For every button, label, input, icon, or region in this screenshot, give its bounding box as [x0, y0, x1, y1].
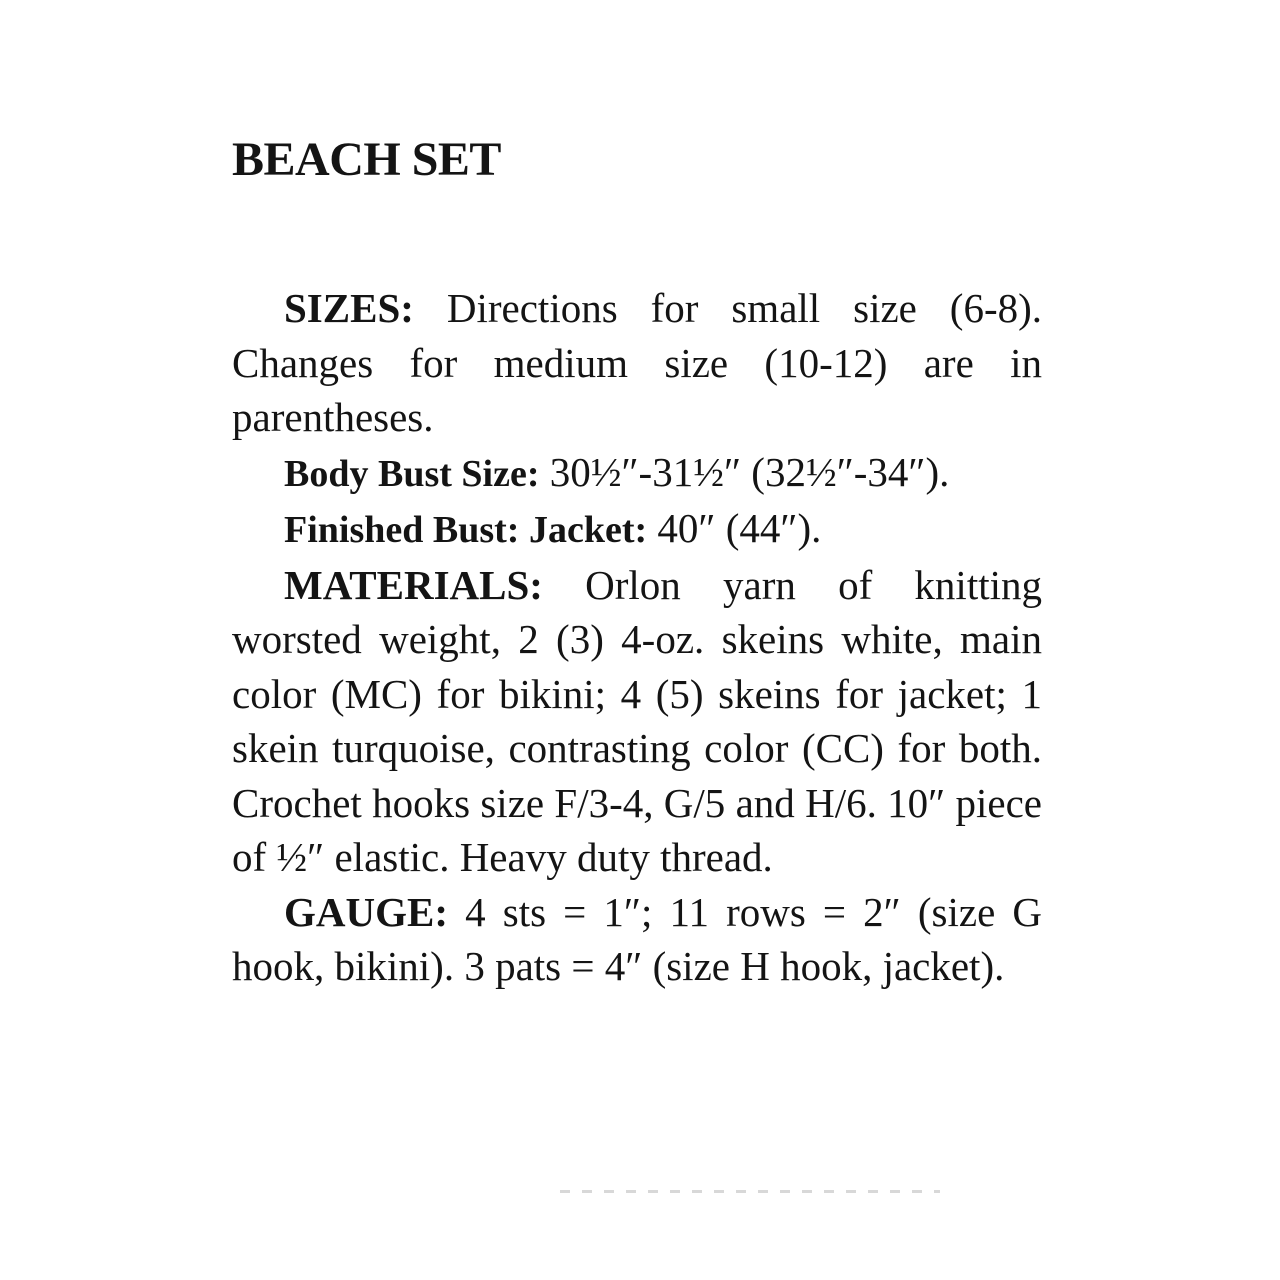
sizes-text: Directions for small size (6-8). Changes for medium size (10-12) are in parentheses.: [232, 285, 1043, 440]
finished-bust-paragraph: [232, 501, 1042, 558]
gauge-label: GAUGE:: [284, 888, 448, 935]
sizes-paragraph: [232, 281, 1042, 445]
document-title: BEACH SET: [232, 133, 501, 186]
faint-rule-divider: [560, 1190, 940, 1193]
gauge-paragraph: [232, 885, 1042, 994]
gauge-text: 4 sts = 1″; 11 rows = 2″ (size G hook, bikini). 3 pats = 4″ (size H hook, jacket).: [232, 888, 1043, 989]
body-bust-paragraph: [232, 445, 1042, 502]
materials-paragraph: [232, 558, 1042, 885]
materials-label: MATERIALS:: [284, 561, 543, 608]
materials-text: Orlon yarn of knitting worsted weight, 2 (3) 4-oz. skeins white, main color (MC) for bikini; 4 (5) skeins for jacket; 1 skein turquoise, contrasting color (CC) for both. Crochet hooks size F/3-4, G/5 and H/6. 10″ piece of ½″ elastic. Heavy duty thread.: [232, 561, 1042, 880]
sizes-label: SIZES:: [284, 285, 414, 331]
body-bust-label: Body Bust Size:: [284, 452, 540, 495]
pattern-text: [232, 281, 1042, 994]
finished-bust-label: Finished Bust: Jacket:: [284, 509, 648, 551]
body-bust-text: 30½″-31½″ (32½″-34″).: [549, 448, 950, 495]
finished-bust-text: 40″ (44″).: [657, 505, 822, 551]
